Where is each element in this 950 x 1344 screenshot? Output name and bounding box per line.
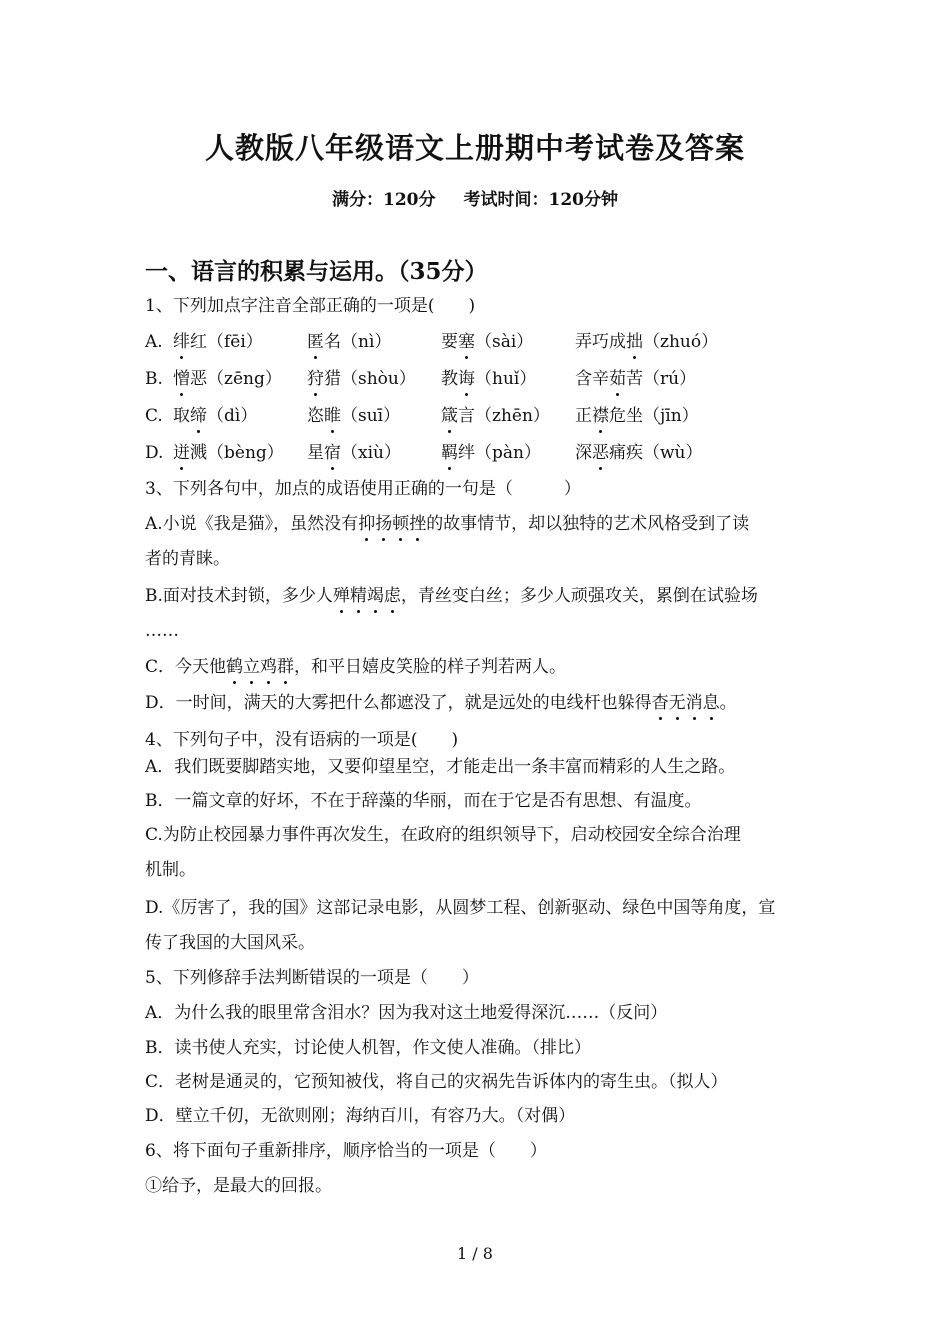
q3-option-a: A.小说《我是猫》，虽然没有抑扬顿挫的故事情节，却以独特的艺术风格受到了读 — [145, 514, 750, 534]
q4-option-a: A．我们既要脚踏实地，又要仰望星空，才能走出一条丰富而精彩的人生之路。 — [145, 757, 736, 777]
q5-option-b: B．读书使人充实，讨论使人机智，作文使人准确。（排比） — [145, 1038, 591, 1058]
q1-item: 羁绊（pàn） — [441, 443, 541, 463]
q4-option-d: D.《厉害了，我的国》这部记录电影，从圆梦工程、创新驱动、绿色中国等角度，宣 — [145, 898, 776, 918]
q1-item: 恣睢（suī） — [307, 406, 401, 426]
question-5-stem: 5、下列修辞手法判断错误的一项是（ ） — [145, 968, 479, 988]
q1-item: 星宿（xiù） — [307, 443, 401, 463]
q5-option-a: A．为什么我的眼里常含泪水？因为我对这土地爱得深沉……（反问） — [145, 1003, 668, 1023]
q3-option-c: C．今天他鹤立鸡群，和平日嬉皮笑脸的样子判若两人。 — [145, 657, 567, 677]
q1-item: 箴言（zhēn） — [441, 406, 550, 426]
q1-item: 要塞（sài） — [441, 332, 534, 352]
q1-item: 绯红（fēi） — [173, 332, 263, 352]
q3-option-a-cont: 者的青睐。 — [145, 549, 230, 569]
q4-option-c: C.为防止校园暴力事件再次发生，在政府的组织领导下，启动校园安全综合治理 — [145, 825, 741, 845]
q3-option-b-cont: …… — [145, 621, 179, 641]
q1-item: 含辛茹苦（rú） — [575, 369, 697, 389]
q3-option-d: D．一时间，满天的大雾把什么都遮没了，就是远处的电线杆也躲得杳无消息。 — [145, 693, 737, 713]
q1-item: 正襟危坐（jīn） — [575, 406, 699, 426]
full-score: 满分：120分 — [332, 190, 436, 210]
dotted-idiom: 鹤立鸡群 — [226, 657, 295, 677]
q1-item: 迸溅（bèng） — [173, 443, 284, 463]
q4-option-b: B．一篇文章的好坏，不在于辞藻的华丽，而在于它是否有思想、有温度。 — [145, 791, 702, 811]
q5-option-c: C．老树是通灵的，它预知被伐，将自己的灾祸先告诉体内的寄生虫。（拟人） — [145, 1072, 728, 1092]
question-6-stem: 6、将下面句子重新排序，顺序恰当的一项是（ ） — [145, 1141, 547, 1161]
q5-option-d: D．壁立千仞，无欲则刚；海纳百川，有容乃大。（对偶） — [145, 1106, 576, 1126]
q1-item: 匿名（nì） — [307, 332, 392, 352]
section-heading: 一、语言的积累与运用。（35分） — [145, 258, 488, 285]
q1-item: 深恶痛疾（wù） — [575, 443, 703, 463]
page-number: 1 / 8 — [457, 1244, 493, 1263]
q1-item: 憎恶（zēng） — [173, 369, 282, 389]
exam-time: 考试时间：120分钟 — [463, 190, 618, 210]
question-3-stem: 3、下列各句中，加点的成语使用正确的一句是（ ） — [145, 479, 581, 499]
q3-option-b: B.面对技术封锁，多少人殚精竭虑，青丝变白丝；多少人顽强攻关，累倒在试验场 — [145, 586, 758, 606]
q1-item: 教诲（huǐ） — [441, 369, 537, 389]
question-1-stem: 1、下列加点字注音全部正确的一项是( ) — [145, 296, 476, 316]
exam-info — [0, 185, 950, 210]
q1-item: 弄巧成拙（zhuó） — [575, 332, 719, 352]
q6-sentence-1: ①给予，是最大的回报。 — [145, 1176, 332, 1196]
q4-option-d-cont: 传了我国的大国风采。 — [145, 933, 315, 953]
question-4-stem: 4、下列句子中，没有语病的一项是( ) — [145, 730, 459, 750]
dotted-idiom: 抑扬顿挫 — [358, 514, 427, 534]
q1-item: 狩猎（shòu） — [307, 369, 416, 389]
exam-page: 人教版八年级语文上册期中考试卷及答案 满分：120分 考试时间：120分钟 一、语言的积累与运用。（35分） 1、下列加点字注音全部正确的一项是( ) A. 绯红（fēi） 匿名（nì） 要塞（sài） 弄巧成拙（zhuó） B. 憎恶（zēng） 狩猎（shòu） 教诲（huǐ） 含辛茹苦（rú） C. 取缔（dì） 恣睢（suī） 箴言（zhēn） 正襟危坐（jīn） D. 迸溅（bèng） 星宿（xiù） 羁绊（pàn） 深恶痛疾（wù） 3、下列各句中，加点的成语使用正确的一句是（ ） A.小说《我是猫》，虽然没有抑扬顿挫的故事情节，却以独特的艺术风格受到了读 者的青睐。 B.面对技术封锁，多少人殚精竭虑，青丝变白丝；多少人顽强攻关，累倒在试验场 …… C．今天他鹤立鸡群，和平日嬉皮笑脸的样子判若两人。 D．一时间，满天的大雾把什么都遮没了，就是远处的电线杆也躲得杳无消息。 4、下列句子中，没有语病的一项是( ) A．我们既要脚踏实地，又要仰望星空，才能走出一条丰富而精彩的人生之路。 B．一篇文章的好坏，不在于辞藻的华丽，而在于它是否有思想、有温度。 C.为防止校园暴力事件再次发生，在政府的组织领导下，启动校园安全综合治理 机制。 D.《厉害了，我的国》这部记录电影，从圆梦工程、创新驱动、绿色中国等角度，宣 传了我国的大国风采。 5、下列修辞手法判断错误的一项是（ ） A．为什么我的眼里常含泪水？因为我对这土地爱得深沉……（反问） B．读书使人充实，讨论使人机智，作文使人准确。（排比） C．老树是通灵的，它预知被伐，将自己的灾祸先告诉体内的寄生虫。（拟人） D．壁立千仞，无欲则刚；海纳百川，有容乃大。（对偶） 6、将下面句子重新排序，顺序恰当的一项是（ ） ①给予，是最大的回报。 1 / 8 — [0, 0, 950, 1344]
q4-option-c-cont: 机制。 — [145, 860, 196, 880]
page-title: 人教版八年级语文上册期中考试卷及答案 — [204, 131, 745, 165]
dotted-idiom: 杳无消息 — [651, 693, 720, 713]
dotted-idiom: 殚精竭虑 — [332, 586, 401, 606]
q1-item: 取缔（dì） — [173, 406, 258, 426]
